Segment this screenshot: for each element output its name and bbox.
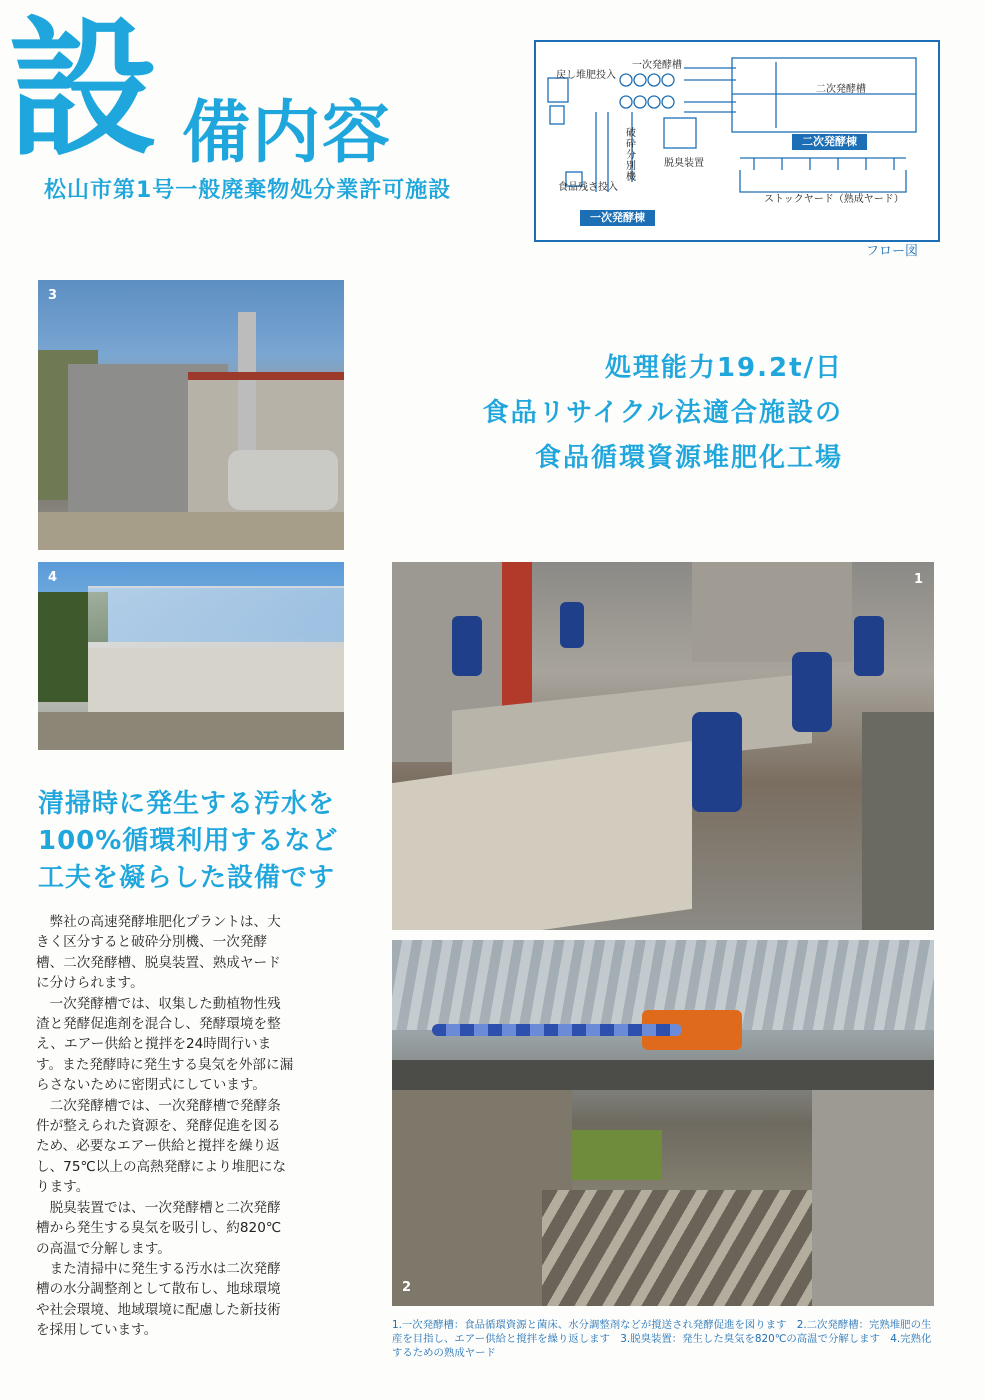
- flow-caption: フロー図: [866, 244, 919, 259]
- subhead-line-2: 100%循環利用するなど: [38, 826, 339, 856]
- photo-number-1: 1: [914, 572, 924, 587]
- body-paragraph-1: 弊社の高速発酵堆肥化プラントは、大きく区分すると破砕分別機、一次発酵槽、二次発酵槽、脱臭装置、熟成ヤードに分けられます。: [36, 914, 281, 992]
- flow-label-secondary-tank: 二次発酵槽: [816, 84, 866, 95]
- flow-label-deodorizer: 脱臭装置: [664, 158, 704, 169]
- subheading: [38, 786, 338, 897]
- flow-label-food-waste-input: 食品残さ投入: [558, 182, 618, 193]
- headline: [483, 346, 843, 481]
- flow-label-crush-sort: 破砕分別機: [626, 128, 636, 183]
- photo-number-3: 3: [48, 288, 58, 303]
- headline-plant: 食品循環資源堆肥化工場: [534, 443, 843, 473]
- body-text: [36, 912, 294, 1341]
- flow-label-stockyard: ストックヤード（熟成ヤード）: [764, 194, 904, 205]
- photo-primary-fermentation: [392, 562, 934, 930]
- photo-number-4: 4: [48, 570, 58, 585]
- flow-label-primary-tank: 一次発酵槽: [632, 60, 682, 71]
- photo-caption: 1.一次発酵槽：食品循環資源と菌床、水分調整剤などが撹送され発酵促進を図ります 2.二次発酵槽：完熟堆肥の生産を目指し、エアー供給と撹拌を繰り返します 3.脱臭装置：発生した臭気を820℃の高温で分解します 4.完熟化するための熟成ヤード: [392, 1319, 932, 1359]
- flow-label-return-compost: 戻し堆肥投入: [556, 70, 616, 81]
- subhead-line-1: 清掃時に発生する汚水を: [38, 789, 336, 819]
- flow-tag-primary-building: 一次発酵棟: [580, 210, 655, 226]
- photo-maturation-yard: [38, 562, 344, 750]
- flow-tag-secondary-building: 二次発酵棟: [792, 134, 867, 150]
- page-title: 備内容: [182, 94, 393, 173]
- body-paragraph-2: 一次発酵槽では、収集した動植物性残渣と発酵促進剤を混合し、発酵環境を整え、エアー供給と撹拌を24時間行います。また発酵時に発生する臭気を外部に漏らさないために密閉式にしています。: [36, 995, 294, 1094]
- photo-number-2: 2: [402, 1280, 412, 1295]
- body-paragraph-4: 脱臭装置では、一次発酵槽と二次発酵槽から発生する臭気を吸引し、約820℃の高温で分解します。: [36, 1199, 282, 1257]
- headline-recycle-law: 食品リサイクル法適合施設の: [482, 398, 843, 428]
- subhead-line-3: 工夫を凝らした設備です: [38, 863, 336, 893]
- title-first-char: 設: [8, 3, 155, 177]
- page-subtitle: 松山市第1号一般廃棄物処分業許可施設: [44, 178, 452, 203]
- photo-secondary-fermentation: [392, 940, 934, 1306]
- body-paragraph-5: また清掃中に発生する汚水は二次発酵槽の水分調整剤として散布し、地球環境や社会環境、地域環境に配慮した新技術を採用しています。: [36, 1260, 281, 1339]
- body-paragraph-3: 二次発酵槽では、一次発酵槽で発酵条件が整えられた資源を、発酵促進を図るため、必要なエアー供給と撹拌を繰り返し、75℃以上の高熱発酵により堆肥になります。: [36, 1097, 287, 1196]
- flow-diagram: [534, 40, 940, 242]
- photo-deodorizer: [38, 280, 344, 550]
- headline-capacity: 処理能力19.2t/日: [604, 353, 843, 383]
